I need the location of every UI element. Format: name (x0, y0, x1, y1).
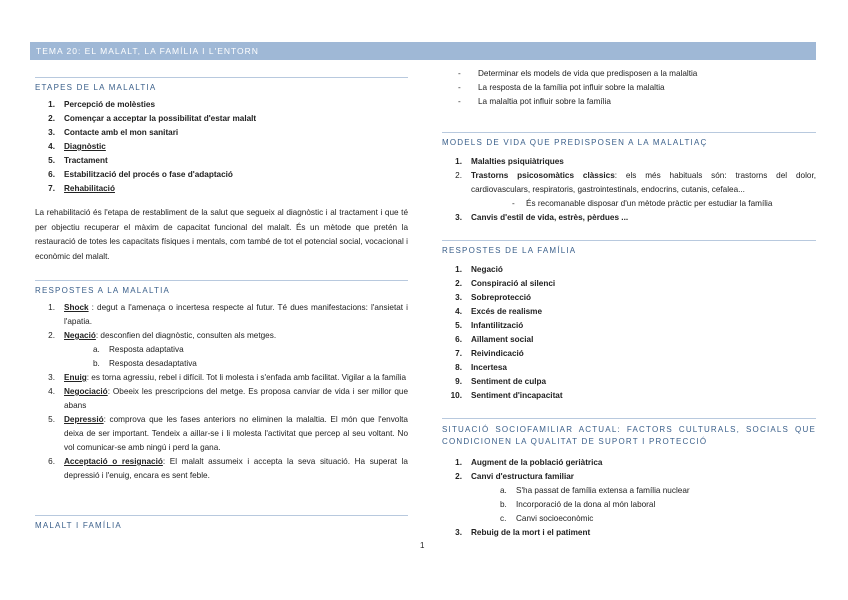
section-heading-models: MODELS DE VIDA QUE PREDISPOSEN A LA MALALTIAÇ (442, 132, 816, 147)
situacio-list (442, 456, 816, 540)
list-item: 4. Diagnòstic (48, 142, 106, 151)
rehabilitacio-paragraph: La rehabilitació és l'etapa de restabliment de la salut que segueix al diagnòstic i al tractament i que té per objectiu recuperar el màxim de capacitat funcional del malalt. És un mètode que pretén la restauració de totes les capacitats físiques i mentals, com també de tot el potencial social, vocacional i econòmic del malalt. (35, 208, 408, 261)
list-item: 7. Reivindicació (455, 349, 524, 358)
list-item: 2. Negació: desconfien del diagnòstic, consulten als metges. (48, 331, 277, 340)
list-item: 3. Enuig: es torna agressiu, rebel i difícil. Tot li molesta i s'enfada amb facilitat. Vigilar a la família (48, 373, 407, 382)
list-item: 5. Depressió: comprova que les fases anteriors no eliminen la malaltia. El món que l'envolta deixa de ser important. Tendeix a aillar-se i li molesta l'activitat que percep al seu voltant. No vol comunicar-se amb ningú i perd la gana. (48, 415, 408, 452)
sub-item: b. Resposta desadaptativa (93, 359, 197, 368)
list-item: 9. Sentiment de culpa (455, 377, 547, 386)
list-item: 7. Rehabilitació (48, 184, 115, 193)
list-item: - La malaltia pot influir sobre la família (458, 97, 611, 106)
sub-item: a. S'ha passat de família extensa a família nuclear (500, 486, 690, 495)
page-number: 1 (420, 541, 425, 550)
section-heading-respostes-familia: RESPOSTES DE LA FAMÍLIA (442, 240, 816, 255)
list-item: 1. Percepció de molèsties (48, 100, 156, 109)
list-item: 5. Tractament (48, 156, 108, 165)
list-item: 8. Incertesa (455, 363, 507, 372)
sub-item: b. Incorporació de la dona al món laboral (500, 500, 656, 509)
sub-item: a. Resposta adaptativa (93, 345, 184, 354)
sub-item: - És recomanable disposar d'un mètode pràctic per estudiar la família (512, 199, 773, 208)
list-item: 4. Negociació: Obeeix les prescripcions del metge. Es proposa canviar de vida i ser millor que abans (48, 387, 408, 410)
list-item: - La resposta de la família pot influir sobre la malaltia (458, 83, 665, 92)
section-heading-etapes: ETAPES DE LA MALALTIA (35, 77, 408, 92)
list-item: 4. Excés de realisme (455, 307, 543, 316)
sub-item: c. Canvi socioeconòmic (500, 514, 594, 523)
respostes-familia-list (442, 263, 816, 403)
list-item: 1. Malalties psiquiàtriques (455, 157, 564, 166)
list-item: 6. Aïllament social (455, 335, 534, 344)
etapes-list (35, 98, 408, 196)
section-heading-situacio: SITUACIÓ SOCIOFAMILIAR ACTUAL: FACTORS CULTURALS, SOCIALS QUE CONDICIONEN LA QUALITAT DE SUPORT I PROTECCIÓ (442, 418, 816, 448)
list-item: 3. Sobreprotecció (455, 293, 532, 302)
section-heading-malalt-familia: MALALT I FAMÍLIA (35, 515, 408, 530)
list-item: 1. Shock : degut a l'amenaça o incertesa respecte al futur. Té dues manifestacions: l'ansietat i l'apatia. (48, 303, 408, 326)
list-item: 3. Contacte amb el mon sanitari (48, 128, 179, 137)
intro-bullets (442, 67, 816, 109)
list-item: 6. Estabilització del procés o fase d'adaptació (48, 170, 233, 179)
list-item: 2. Conspiració al silenci (455, 279, 556, 288)
list-item: 3. Canvis d'estil de vida, estrès, pèrdues ... (455, 213, 629, 222)
list-item: 5. Infantilització (455, 321, 524, 330)
list-item: 2. Trastorns psicosomàtics clàssics: els més habituals són: trastorns del dolor, cardiovasculars, respiratoris, gastrointestinals, endocrins, cutanis, cefalea... (455, 171, 816, 194)
list-item: 3. Rebuig de la mort i el patiment (455, 528, 591, 537)
list-item: 10. Sentiment d'incapacitat (450, 391, 563, 400)
respostes-list (35, 301, 408, 483)
list-item: 1. Augment de la població geriàtrica (455, 458, 603, 467)
list-item: 2. Canvi d'estructura familiar (455, 472, 574, 481)
list-item: 2. Començar a acceptar la possibilitat d'estar malalt (48, 114, 257, 123)
section-heading-respostes: RESPOSTES A LA MALALTIA (35, 280, 408, 295)
models-list (442, 155, 816, 225)
list-item: 1. Negació (455, 265, 503, 274)
chapter-banner: TEMA 20: EL MALALT, LA FAMÍLIA I L'ENTORN (30, 42, 816, 60)
list-item: 6. Acceptació o resignació: El malalt assumeix i accepta la seva situació. Ha superat la depressió i l'enuig, encara es sent feble. (48, 457, 408, 480)
list-item: - Determinar els models de vida que predisposen a la malaltia (458, 69, 698, 78)
